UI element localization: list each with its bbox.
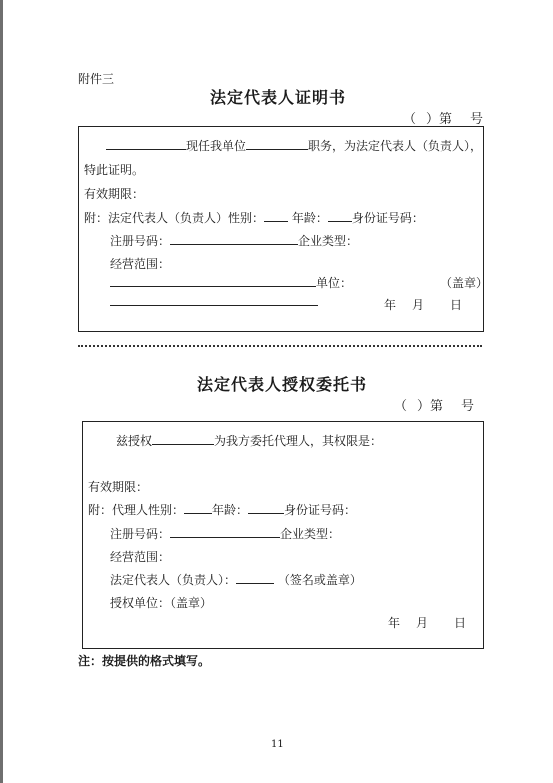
cert-unit-blank[interactable] [110,305,318,306]
auth-day: 日 [454,616,467,630]
cert-type-label: 企业类型： [298,234,359,248]
cert-reg-line [110,232,358,249]
attachment-label: 附件三 [78,72,115,86]
auth-age-label: 年龄： [212,503,249,517]
cert-id-label: 身份证号码： [351,211,424,225]
page-number: 11 [271,739,284,750]
auth-attach-line [88,501,356,518]
cert-name-blank[interactable] [106,139,186,150]
scan-edge [0,0,3,783]
cert-unit-line [110,274,352,291]
cut-line [78,345,482,347]
auth-age-blank[interactable] [248,503,284,514]
auth-attach-prefix: 附：代理人性别： [88,503,185,517]
cert-number-close: ）第 [426,112,453,127]
cert-line2: 特此证明。 [84,163,145,177]
auth-legal-rep-line [110,571,362,588]
cert-unit-label: 单位： [316,276,353,290]
cert-reg-blank[interactable] [170,234,298,245]
cert-line1 [106,137,482,154]
auth-legal-rep-blank[interactable] [236,573,274,584]
cert-age-blank[interactable] [328,211,352,222]
cert-attach-prefix: 附：法定代表人（负责人）性别： [84,211,265,225]
auth-reg-blank[interactable] [170,527,280,538]
cert-line1-mid: 现任我单位 [186,139,247,153]
cert-position-blank[interactable] [246,139,308,150]
auth-legal-rep-label: 法定代表人（负责人）： [110,573,237,587]
cert-number [403,108,483,127]
cert-number-open: （ [403,112,417,127]
cert-gender-blank[interactable] [264,211,288,222]
cert-day: 日 [450,298,463,312]
cert-year: 年 [384,298,397,312]
auth-gender-blank[interactable] [184,503,212,514]
cert-age-label: 年龄： [291,211,328,225]
cert-scope: 经营范围： [110,257,171,271]
auth-number-open: （ [394,399,408,414]
auth-date [388,614,466,631]
cert-scope-blank[interactable] [110,276,316,287]
auth-line1 [116,432,382,449]
auth-reg-label: 注册号码： [110,527,171,541]
footnote: 注：按提供的格式填写。 [78,654,211,668]
cert-seal: （盖章） [440,276,489,290]
auth-scope: 经营范围： [110,550,171,564]
auth-month: 月 [416,616,429,630]
cert-month: 月 [412,298,425,312]
auth-title: 法定代表人授权委托书 [197,375,368,394]
cert-validity: 有效期限： [84,187,145,201]
auth-unit: 授权单位：（盖章） [110,596,213,610]
auth-number-close: ）第 [417,399,444,414]
auth-number-suffix: 号 [461,399,475,414]
auth-line1-end: 为我方委托代理人，其权限是： [214,434,383,448]
auth-reg-line [110,525,340,542]
auth-type-label: 企业类型： [280,527,341,541]
auth-line1-start: 兹授权 [116,434,153,448]
auth-year: 年 [388,616,401,630]
auth-number [394,395,474,414]
cert-date [384,296,462,313]
auth-id-label: 身份证号码： [284,503,357,517]
auth-sign-or-seal: （签名或盖章） [277,573,362,587]
cert-line1-end: 职务，为法定代表人（负责人）， [308,139,483,153]
cert-reg-label: 注册号码： [110,234,171,248]
auth-agent-blank[interactable] [152,434,214,445]
auth-validity: 有效期限： [88,480,149,494]
cert-title: 法定代表人证明书 [210,88,347,107]
cert-number-suffix: 号 [470,112,484,127]
cert-attach-line [84,209,424,226]
